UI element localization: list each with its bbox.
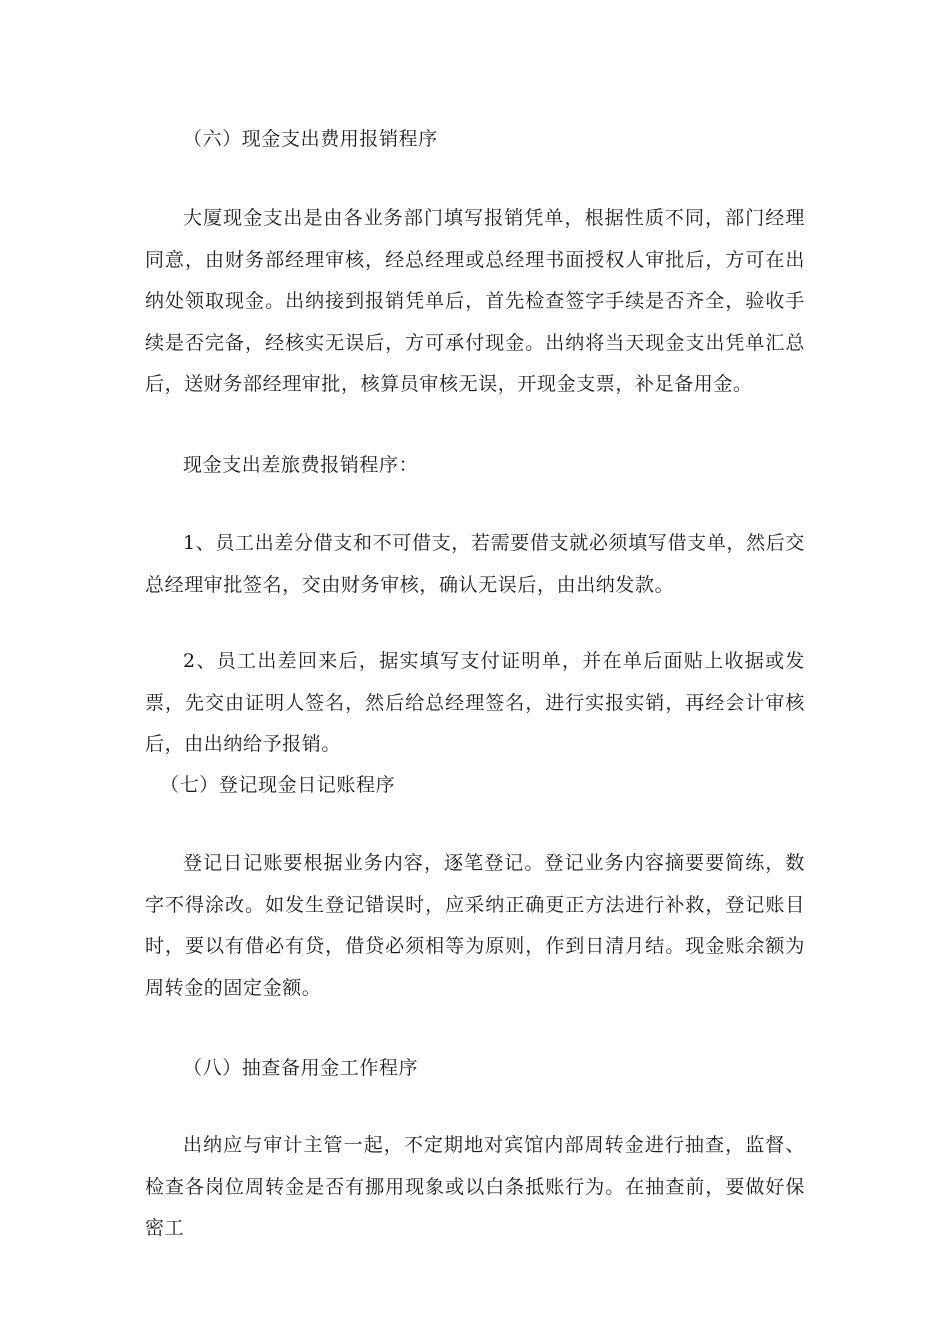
subheading-travel-expense: 现金支出差旅费报销程序： (183, 454, 419, 476)
section-heading-6: （六）现金支出费用报销程序 (183, 128, 438, 150)
paragraph-item-1: 1、员工出差分借支和不可借支，若需要借支就必须填写借支单，然后交总经理审批签名，交由财务审核，确认无误后，由出纳发款。 (145, 532, 805, 596)
paragraph-cash-journal: 登记日记账要根据业务内容，逐笔登记。登记业务内容摘要要简练，数字不得涂改。如发生登记错误时，应采纳正确更正方法进行补救，登记账目时，要以有借必有贷，借贷必须相等为原则，作到日清月结。现金账余额为周转金的固定金额。 (145, 852, 805, 999)
paragraph-cash-expense-procedure: 大厦现金支出是由各业务部门填写报销凭单，根据性质不同，部门经理同意，由财务部经理审核，经总经理或总经理书面授权人审批后，方可在出纳处领取现金。出纳接到报销凭单后，首先检查签字手续是否齐全，验收手续是否完备，经核实无误后，方可承付现金。出纳将当天现金支出凭单汇总后，送财务部经理审批，核算员审核无误，开现金支票，补足备用金。 (145, 207, 805, 395)
section-heading-8: （八）抽查备用金工作程序 (183, 1057, 419, 1079)
paragraph-petty-cash-audit: 出纳应与审计主管一起，不定期地对宾馆内部周转金进行抽查，监督、检查各岗位周转金是否有挪用现象或以白条抵账行为。在抽查前，要做好保密工 (145, 1134, 805, 1239)
paragraph-item-2: 2、员工出差回来后，据实填写支付证明单，并在单后面贴上收据或发票，先交由证明人签名，然后给总经理签名，进行实报实销，再经会计审核后，由出纳给予报销。 (145, 650, 805, 755)
section-heading-7: （七）登记现金日记账程序 (160, 774, 396, 796)
